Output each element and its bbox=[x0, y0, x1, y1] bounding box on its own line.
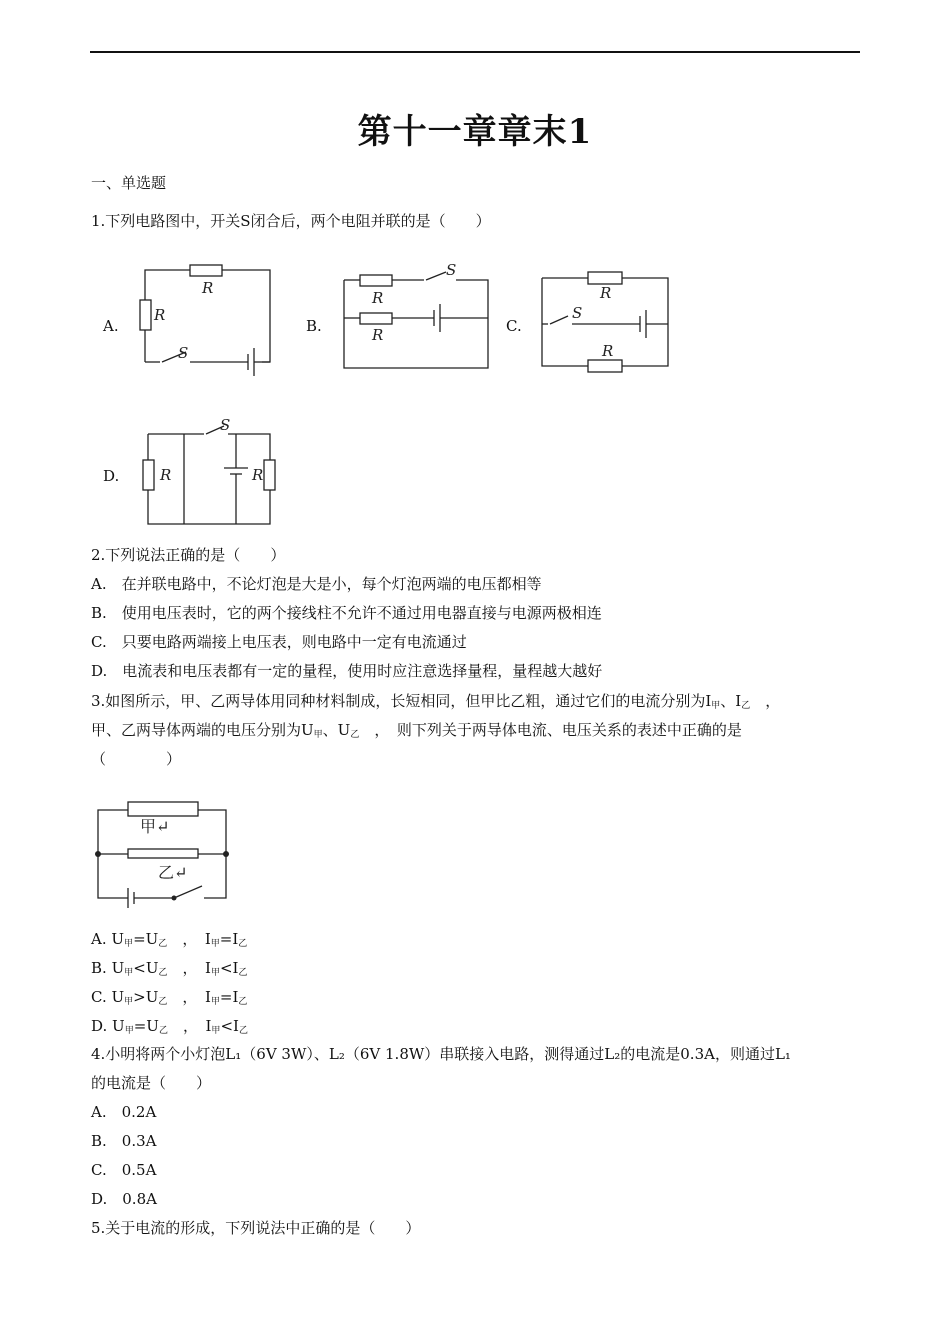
q2-option-a[interactable]: A. 在并联电路中，不论灯泡是大是小，每个灯泡两端的电压都相等 bbox=[91, 575, 542, 593]
label-s: S bbox=[220, 416, 231, 434]
q1-option-b-label[interactable]: B. bbox=[306, 317, 322, 335]
resistor bbox=[588, 360, 622, 372]
q3-stem-line3: （ ） bbox=[91, 750, 182, 768]
q3-option[interactable]: A. $U_甲=U_乙$ ， $Ⅰ_甲=Ⅰ_乙$ bbox=[91, 930, 248, 949]
label-s: S bbox=[446, 262, 457, 279]
q3-option[interactable]: D. $U_甲=U_乙$ ， $Ⅰ_甲<Ⅰ_乙$ bbox=[91, 1017, 248, 1036]
label-r: R bbox=[154, 306, 166, 324]
label-s: S bbox=[572, 304, 583, 322]
conductor-jia bbox=[128, 802, 198, 816]
label-r: R bbox=[600, 284, 612, 302]
q3-option[interactable]: B. $U_甲<U_乙$ ， $Ⅰ_甲<Ⅰ_乙$ bbox=[91, 959, 248, 978]
q2-stem: 2.下列说法正确的是（ ） bbox=[91, 546, 286, 564]
resistor bbox=[360, 313, 392, 324]
q2-option-d[interactable]: D. 电流表和电压表都有一定的量程，使用时应注意选择量程，量程越大越好 bbox=[91, 662, 603, 680]
q4-option-a[interactable]: A. 0.2A bbox=[91, 1103, 157, 1121]
q3-circuit bbox=[92, 796, 242, 918]
label-r: R bbox=[372, 289, 384, 307]
q1-circuit-d bbox=[140, 412, 280, 532]
q1-option-c-label[interactable]: C. bbox=[506, 317, 522, 335]
label-r: R bbox=[372, 326, 384, 344]
q3-option[interactable]: C. $U_甲>U_乙$ ， $Ⅰ_甲=Ⅰ_乙$ bbox=[91, 988, 248, 1007]
page-title: 第十一章章末1 bbox=[357, 112, 593, 152]
q5-stem: 5.关于电流的形成，下列说法中正确的是（ ） bbox=[91, 1219, 421, 1237]
resistor bbox=[190, 265, 222, 276]
q4-option-c[interactable]: C. 0.5A bbox=[91, 1161, 157, 1179]
q4-stem-line2: 的电流是（ ） bbox=[91, 1074, 212, 1092]
label-r: R bbox=[160, 466, 172, 484]
q4-option-b[interactable]: B. 0.3A bbox=[91, 1132, 157, 1150]
header-rule bbox=[90, 51, 860, 53]
q1-option-a-label[interactable]: A. bbox=[103, 317, 119, 335]
label-jia: 甲↵ bbox=[140, 817, 170, 836]
label-yi: 乙↵ bbox=[158, 863, 188, 882]
q1-option-d-label[interactable]: D. bbox=[103, 467, 120, 485]
q2-option-b[interactable]: B. 使用电压表时，它的两个接线柱不允许不通过用电器直接与电源两极相连 bbox=[91, 604, 602, 622]
q3-stem-line2: 甲、乙两导体两端的电压分别为$U_甲$、$U_乙$ ， 则下列关于两导体电流、电压关系的表述中正确的是 bbox=[91, 721, 742, 740]
q1-circuit-b bbox=[338, 262, 498, 374]
q4-stem-line1: 4.小明将两个小灯泡L₁（6V 3W）、L₂（6V 1.8W）串联接入电路，测得通过L₂的电流是0.3A，则通过L₁ bbox=[91, 1045, 791, 1063]
label-s: S bbox=[178, 344, 189, 362]
q2-option-c[interactable]: C. 只要电路两端接上电压表，则电路中一定有电流通过 bbox=[91, 633, 467, 651]
resistor bbox=[264, 460, 275, 490]
q3-stem-line1: 3.如图所示，甲、乙两导体用同种材料制成，长短相同，但甲比乙粗，通过它们的电流分别为$Ⅰ_甲$、$Ⅰ_乙$ ， bbox=[91, 692, 781, 711]
conductor-yi bbox=[128, 849, 198, 858]
resistor bbox=[360, 275, 392, 286]
resistor bbox=[588, 272, 622, 284]
resistor bbox=[143, 460, 154, 490]
section-heading: 一、单选题 bbox=[91, 174, 167, 192]
label-r: R bbox=[602, 342, 614, 360]
q1-circuit-a bbox=[130, 258, 280, 378]
q4-option-d[interactable]: D. 0.8A bbox=[91, 1190, 157, 1208]
label-r: R bbox=[202, 279, 214, 297]
q1-stem: 1.下列电路图中，开关S闭合后，两个电阻并联的是（ ） bbox=[91, 212, 491, 230]
label-r: R bbox=[252, 466, 264, 484]
q1-circuit-c bbox=[536, 262, 676, 374]
resistor bbox=[140, 300, 151, 330]
